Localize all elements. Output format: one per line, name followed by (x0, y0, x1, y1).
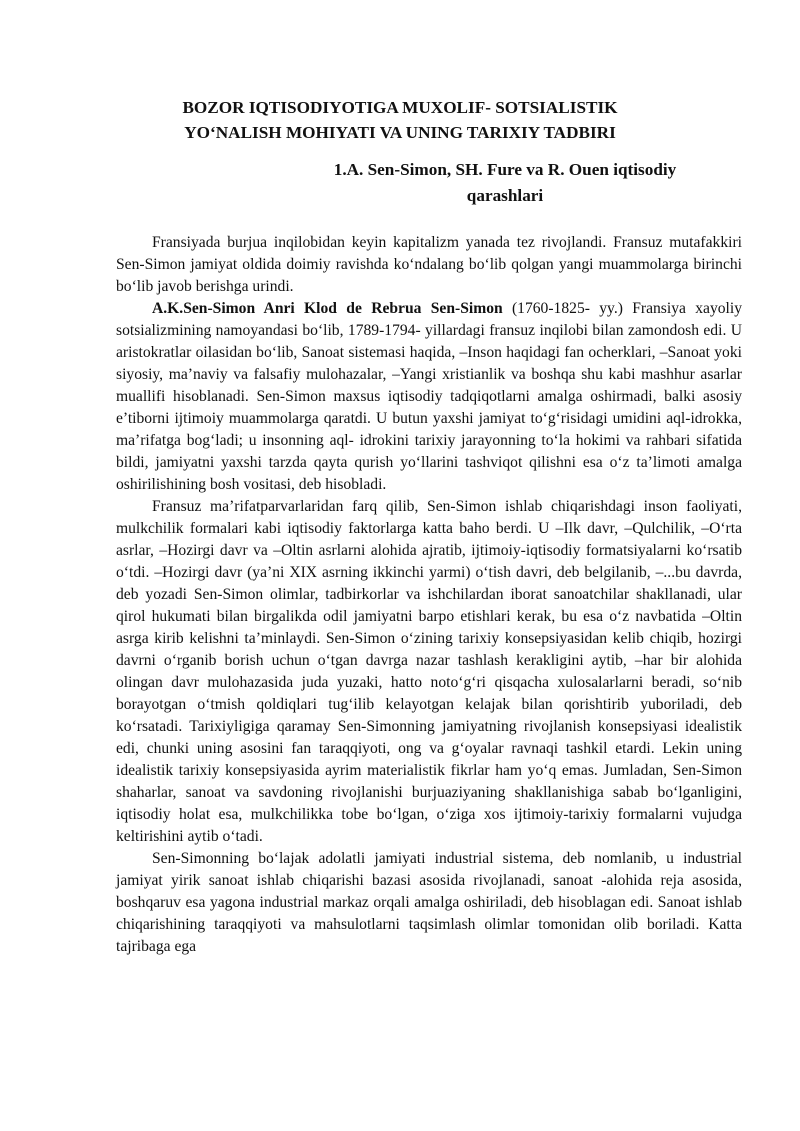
section-heading-line-1: 1.A. Sen-Simon, SH. Fure va R. Ouen iqtisodiy (333, 160, 677, 179)
paragraph-1: Fransiyada burjua inqilobidan keyin kapitalizm yanada tez rivojlandi. Fransuz mutafakkiri Sen-Simon jamiyat oldida doimiy ravishda ko‘ndalang bo‘lib qolgan yangi muammolarga birinchi bo‘lib javob berishga urindi. (116, 234, 742, 295)
paragraph-2-text: (1760-1825- yy.) Fransiya xayoliy sotsializmining namoyandasi bo‘lib, 1789-1794- yillardagi fransuz inqilobi bilan zamondosh edi. U aristokratlar oilasidan bo‘lib, Sanoat sistemasi haqida, –Inson haqidagi fan ocherklari, –Sanoat yoki siyosiy, ma’naviy va falsafiy mulohazalar, –Yangi xristianlik va boshqa shu kabi mashhur asarlar muallifi hisoblanadi. Sen-Simon maxsus iqtisodiy tadqiqotlarni amalga oshirmadi, balki asosiy e’tiborni ijtimoiy muammolarga qaratdi. U butun yaxshi jamiyat to‘g‘risidagi umidini aql-idrokka, ma’rifatga bog‘ladi; u insonning aql- idrokini tarixiy jarayonning to‘la hokimi va rahbari sifatida bildi, jamiyatni yaxshi tarzda qayta qurish yo‘llarini tashviqot qilishni esa o‘z ta’limoti amalga oshirilishining bosh vositasi, deb hisobladi. (116, 300, 742, 493)
section-heading (270, 157, 740, 209)
page-title (116, 95, 684, 145)
body-text (116, 232, 742, 958)
title-line-1: BOZOR IQTISODIYOTIGA MUXOLIF- SOTSIALISTIK (182, 98, 618, 117)
paragraph-2-bold-name: A.K.Sen-Simon Anri Klod de Rebrua Sen-Simon (152, 300, 503, 317)
paragraph-2 (116, 298, 742, 496)
section-heading-line-2: qarashlari (466, 186, 544, 205)
paragraph-4: Sen-Simonning bo‘lajak adolatli jamiyati industrial sistema, deb nomlanib, u industrial jamiyat yirik sanoat ishlab chiqarishi bazasi asosida rivojlanadi, sanoat -alohida reja asosida, boshqaruv esa yagona industrial markaz orqali amalga oshiriladi, deb hisoblagan edi. Sanoat ishlab chiqarishining taraqqiyoti va mahsulotlarni taqsimlash olimlar tomonidan olib boriladi. Katta tajribaga ega (116, 850, 742, 955)
paragraph-3: Fransuz ma’rifatparvarlaridan farq qilib, Sen-Simon ishlab chiqarishdagi inson faoliyati, mulkchilik formalari kabi iqtisodiy faktorlarga katta baho berdi. U –Ilk davr, –Qulchilik, –O‘rta asrlar, –Hozirgi davr va –Oltin asrlarni alohida ajratib, ijtimoiy-iqtisodiy formatsiyalarni ko‘rsatib o‘tdi. –Hozirgi davr (ya’ni XIX asrning ikkinchi yarmi) o‘tish davri, deb belgilanib, –...bu davrda, deb yozadi Sen-Simon olimlar, tadbirkorlar va ishchilardan iborat sanoatchilar shakllanadi, ular qirol hukumati bilan birgalikda odil jamiyatni barpo etishlari kerak, bu esa o‘z navbatida –Oltin asrga kirib kelishni ta’minlaydi. Sen-Simon o‘zining tarixiy konsepsiyasidan kelib chiqib, hozirgi davrni o‘rganib borish uchun o‘tgan davrga nazar tashlash kerakligini aytib, –har bir alohida olingan davr mulohazasida juda yuzaki, hatto noto‘g‘ri qisqacha xulosalarlarni beradi, so‘nib borayotgan o‘tmish qoldiqlari tug‘ilib kelayotgan kelajak bilan qorishtirib yuboriladi, deb ko‘rsatadi. Tarixiyligiga qaramay Sen-Simonning jamiyatning rivojlanish konsepsiyasi idealistik edi, chunki uning asosini fan taraqqiyoti, ong va g‘oyalar ravnaqi tashkil etardi. Lekin uning idealistik tarixiy konsepsiyasida ayrim materialistik fikrlar ham yo‘q emas. Jumladan, Sen-Simon shaharlar, sanoat va savdoning rivojlanishi burjuaziyaning shakllanishiga sabab bo‘lganligini, iqtisodiy holat esa, mulkchilikka tobe bo‘lgan, o‘ziga xos ijtimoiy-tarixiy formalarni vujudga keltirishini aytib o‘tadi. (116, 498, 742, 845)
title-line-2: YO‘NALISH MOHIYATI VA UNING TARIXIY TADBIRI (184, 123, 616, 142)
